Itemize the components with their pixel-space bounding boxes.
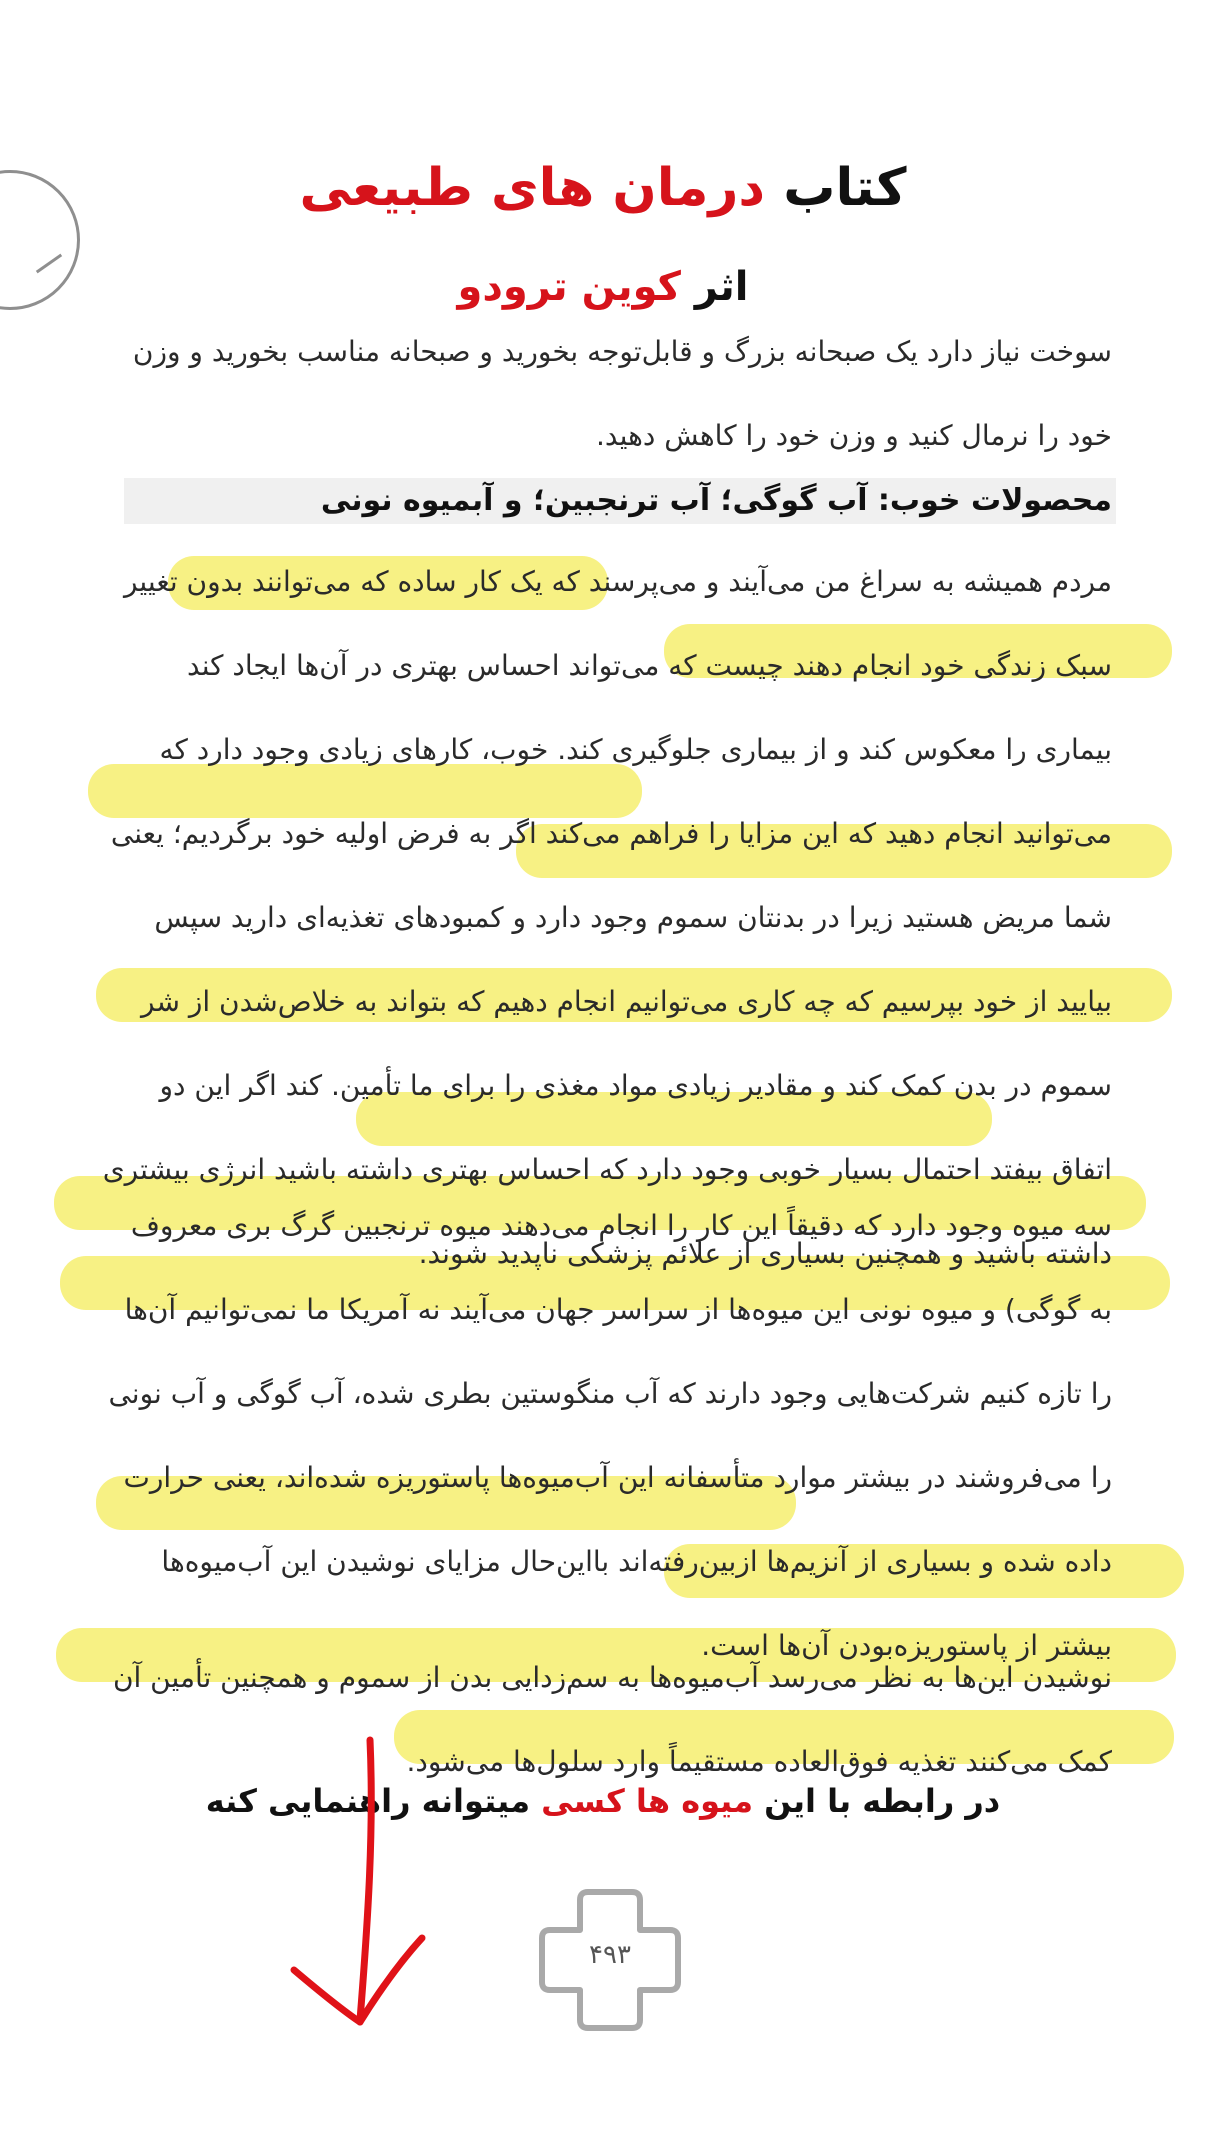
- text-line: کمک می‌کنند تغذیه فوق‌العاده مستقیماً وارد سلول‌ها می‌شود.: [406, 1745, 1112, 1778]
- text-line: سبک زندگی خود انجام دهند چیست که می‌تواند احساس بهتری در آن‌ها ایجاد کند: [187, 649, 1112, 682]
- text-line: اتفاق بیفتد احتمال بسیار خوبی وجود دارد که احساس بهتری داشته باشید انرژی بیشتری: [102, 1153, 1112, 1186]
- text-line: به گوگی) و میوه نونی این میوه‌ها از سراسر جهان می‌آیند نه آمریکا ما نمی‌توانیم آن‌ها: [124, 1293, 1112, 1326]
- text-line: داشته باشید و همچنین بسیاری از علائم پزشکی ناپدید شوند.: [418, 1237, 1112, 1270]
- text-line: شما مریض هستید زیرا در بدنتان سموم وجود دارد و کمبودهای تغذیه‌ای دارید سپس: [154, 901, 1112, 934]
- red-arrow-icon: [280, 1730, 440, 2060]
- paragraph-3: [100, 1636, 1112, 1804]
- intro-paragraph: [100, 310, 1112, 478]
- text-line: خود را نرمال کنید و وزن خود را کاهش دهید.: [596, 419, 1112, 452]
- title-book-word: کتاب: [783, 158, 907, 218]
- author-name: کوین ترودو: [457, 264, 681, 310]
- text-line: را تازه کنیم شرکت‌هایی وجود دارند که آب منگوستین بطری شده، آب گوگی و آب نونی: [108, 1377, 1112, 1410]
- text-line: سوخت نیاز دارد یک صبحانه بزرگ و قابل‌توجه بخورید و صبحانه مناسب بخورید و وزن: [132, 335, 1112, 368]
- text-line: داده شده و بسیاری از آنزیم‌ها ازبین‌رفته‌اند بااین‌حال مزایای نوشیدن این آب‌میوه‌ها: [161, 1545, 1112, 1578]
- page-title: [0, 158, 1206, 218]
- text-line: بیماری را معکوس کند و از بیماری جلوگیری کند. خوب، کارهای زیادی وجود دارد که: [159, 733, 1112, 766]
- paragraph-2: [100, 1184, 1112, 1688]
- footer-part-2: میوه ها کسی: [541, 1782, 754, 1820]
- text-line: سه میوه وجود دارد که دقیقاً این کار را انجام می‌دهند میوه ترنجبین گرگ بری معروف: [130, 1209, 1112, 1242]
- text-line: بیایید از خود بپرسیم که چه کاری می‌توانیم انجام دهیم که بتواند به خلاص‌شدن از شر: [141, 985, 1112, 1018]
- text-line: مردم همیشه به سراغ من می‌آیند و می‌پرسند که یک کار ساده که می‌توانند بدون تغییر: [123, 565, 1112, 598]
- author-line: [0, 264, 1206, 310]
- subheading: محصولات خوب: آب گوگی؛ آب ترنجبین؛ و آبمیوه نونی: [320, 483, 1112, 518]
- text-line: را می‌فروشند در بیشتر موارد متأسفانه این آب‌میوه‌ها پاستوریزه شده‌اند، یعنی حرارت: [123, 1461, 1112, 1494]
- text-line: بیشتر از پاستوریزه‌بودن آن‌ها است.: [701, 1629, 1112, 1662]
- footer-part-3: میتوانه راهنمایی کنه: [205, 1782, 531, 1820]
- paragraph-1: [100, 540, 1112, 1296]
- footer-caption: [0, 1782, 1206, 1820]
- title-book-name: درمان های طبیعی: [299, 158, 766, 218]
- text-line: می‌توانید انجام دهید که این مزایا را فراهم می‌کند اگر به فرض اولیه خود برگردیم؛ یعنی: [110, 817, 1112, 850]
- text-line: نوشیدن این‌ها به نظر می‌رسد آب‌میوه‌ها به سم‌زدایی بدن از سموم و همچنین تأمین آن: [112, 1661, 1112, 1694]
- author-prefix: اثر: [694, 264, 749, 310]
- page-number: ۴۹۳: [589, 1940, 631, 1970]
- text-line: سموم در بدن کمک کند و مقادیر زیادی مواد مغذی را برای ما تأمین. کند اگر این دو: [159, 1069, 1112, 1102]
- footer-part-1: در رابطه با این: [764, 1782, 1001, 1820]
